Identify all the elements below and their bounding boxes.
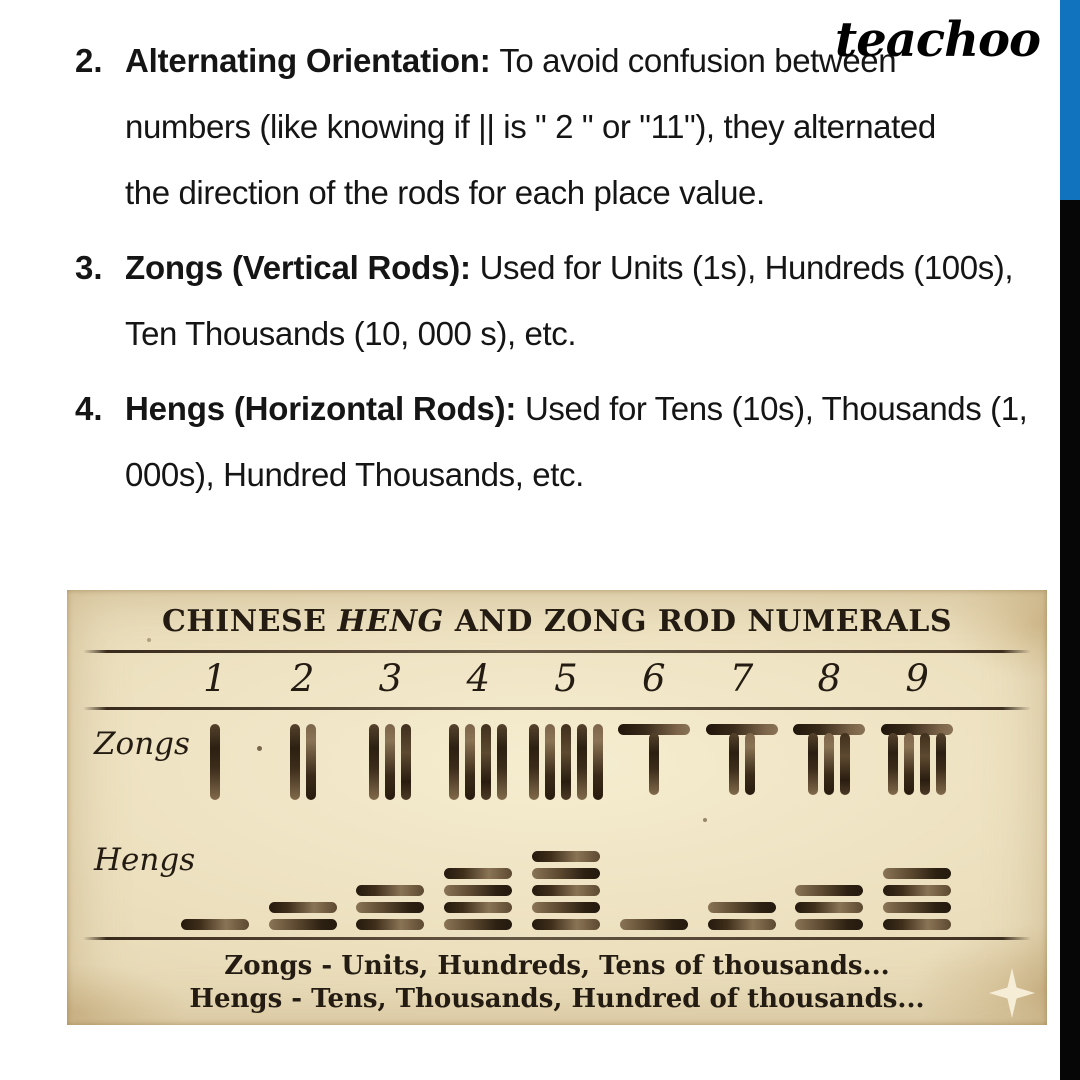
black-edge-stripe (1060, 200, 1080, 1080)
rod (795, 919, 863, 930)
figure-title: CHINESE HENG AND ZONG ROD NUMERALS (161, 604, 953, 639)
hengs-glyph-2 (259, 786, 347, 930)
horizontal-rule (83, 937, 1031, 940)
hengs-glyph-9 (873, 786, 961, 930)
rod (883, 919, 951, 930)
column-header-1: 1 (203, 657, 227, 700)
column-header-5: 5 (554, 657, 578, 700)
rod-glyph (793, 724, 865, 795)
rod-glyph (795, 819, 863, 930)
caption-zongs: Zongs - Units, Hundreds, Tens of thousands... (224, 951, 890, 981)
hengs-glyph-4 (434, 786, 522, 930)
list-item-number: 2. (75, 42, 103, 79)
rod-glyph (706, 724, 778, 795)
rod-glyph (532, 851, 600, 930)
parchment-speck (257, 746, 262, 751)
hengs-glyph-8 (785, 786, 873, 930)
rod (795, 885, 863, 896)
item-line: the direction of the rods for each place value. (125, 174, 765, 211)
rod (532, 851, 600, 862)
list-item-text (125, 376, 1027, 508)
item-lead-bold: Alternating Orientation: (125, 42, 491, 79)
list-item-number: 4. (75, 390, 103, 427)
numbered-list (75, 28, 1035, 517)
rod (883, 868, 951, 879)
rod (532, 885, 600, 896)
column-headers (171, 656, 961, 702)
rod (269, 902, 337, 913)
rod (269, 919, 337, 930)
rod (356, 902, 424, 913)
blue-edge-stripe (1060, 0, 1080, 200)
hengs-glyph-7 (698, 786, 786, 930)
rod (444, 868, 512, 879)
horizontal-rule (83, 707, 1031, 710)
list-item-4 (75, 376, 1035, 508)
parchment-speck (703, 818, 707, 822)
column-header-2: 2 (290, 657, 315, 700)
hengs-glyph-6 (610, 786, 698, 930)
rod-glyph (444, 868, 512, 930)
caption-hengs: Hengs - Tens, Thousands, Hundred of thousands... (189, 984, 925, 1014)
rod (737, 836, 747, 904)
item-line: Used for Units (1s), Hundreds (100s), (479, 249, 1014, 286)
figure-title-italic-word: HENG (337, 604, 444, 639)
rod (883, 885, 951, 896)
item-line: 000s), Hundred Thousands, etc. (125, 456, 584, 493)
column-header-8: 8 (817, 657, 842, 700)
rod-glyph (269, 902, 337, 930)
rod (356, 919, 424, 930)
parchment-speck (147, 638, 151, 642)
hengs-glyph-row (171, 786, 961, 930)
rod (532, 919, 600, 930)
hengs-glyph-3 (347, 786, 435, 930)
rod (181, 919, 249, 930)
list-item-text (125, 28, 936, 226)
rod (912, 802, 922, 870)
rod (620, 919, 688, 930)
rod (532, 868, 600, 879)
rod-glyph (356, 885, 424, 930)
rod (532, 902, 600, 913)
item-line: To avoid confusion between (499, 42, 897, 79)
rod (708, 919, 776, 930)
row-label-zongs: Zongs (94, 726, 190, 762)
horizontal-rule (83, 650, 1031, 653)
rod-glyph (708, 836, 776, 930)
list-item-3 (75, 235, 1035, 367)
hengs-glyph-1 (171, 786, 259, 930)
rod-glyph (881, 724, 953, 795)
list-item-text (125, 235, 1013, 367)
rod (795, 902, 863, 913)
item-line: Used for Tens (10s), Thousands (1, (524, 390, 1028, 427)
item-lead-bold: Hengs (Horizontal Rods): (125, 390, 517, 427)
item-line: Ten Thousands (10, 000 s), etc. (125, 315, 577, 352)
rod (883, 902, 951, 913)
rod (356, 885, 424, 896)
column-header-7: 7 (729, 657, 754, 700)
column-header-9: 9 (905, 657, 929, 700)
column-header-4: 4 (466, 657, 490, 700)
teachoo-logo: teachoo (835, 12, 1040, 68)
item-lead-bold: Zongs (Vertical Rods): (125, 249, 471, 286)
rod-glyph (883, 802, 951, 930)
column-header-6: 6 (641, 657, 666, 700)
rod (444, 885, 512, 896)
row-label-hengs: Hengs (94, 842, 196, 878)
figure-captions (67, 950, 1047, 1016)
rod (824, 819, 834, 887)
rod-glyph (618, 724, 690, 795)
hengs-glyph-5 (522, 786, 610, 930)
rod (444, 902, 512, 913)
rod-glyph (181, 919, 249, 930)
rod (649, 853, 659, 921)
rod-numerals-figure (67, 590, 1047, 1025)
rod (444, 919, 512, 930)
column-header-3: 3 (378, 657, 403, 700)
rod (708, 902, 776, 913)
item-line: numbers (like knowing if || is " 2 " or "11"), they alternated (125, 108, 936, 145)
list-item-number: 3. (75, 249, 103, 286)
rod-glyph (620, 853, 688, 930)
